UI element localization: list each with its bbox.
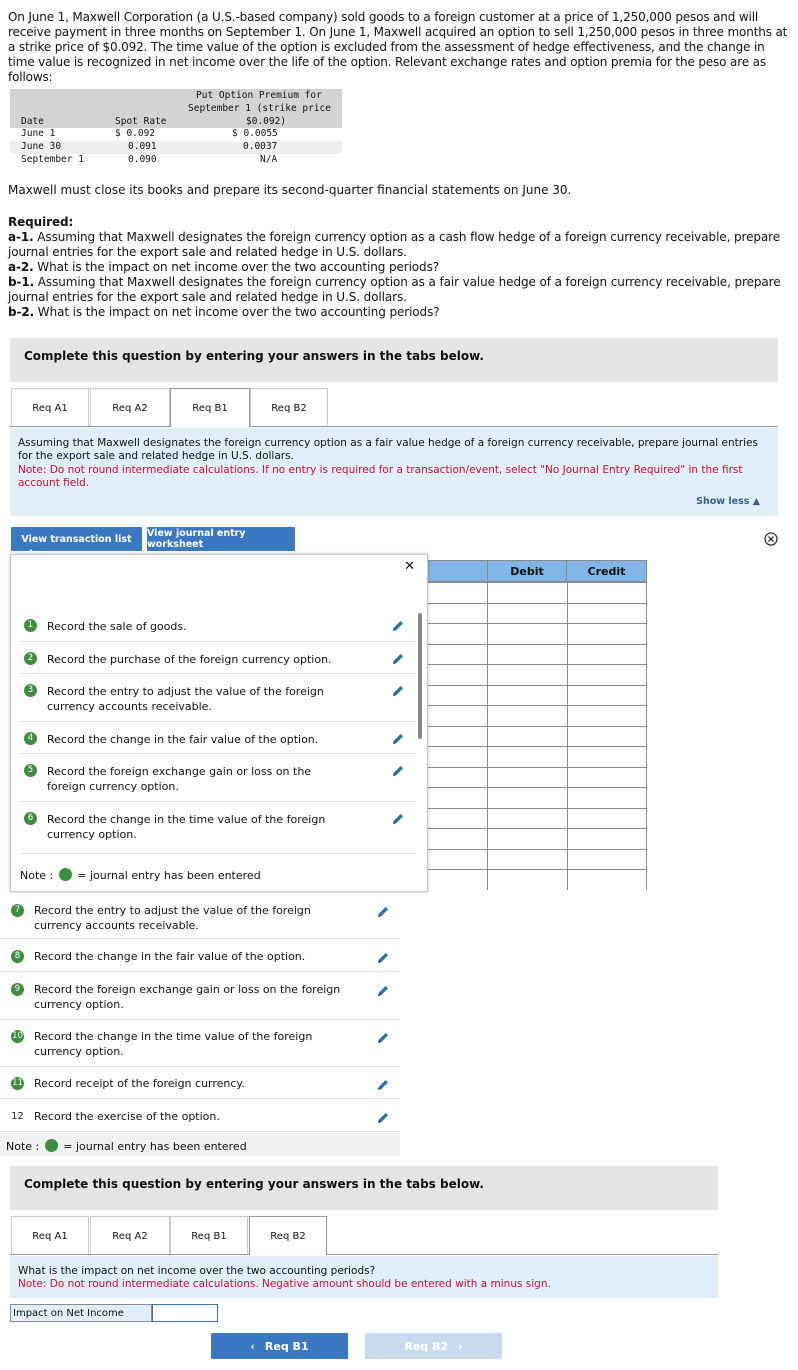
grid-row-line — [426, 644, 647, 645]
b1-instructions: Assuming that Maxwell designates the foreign currency option as a fair value hedge of a foreign currency receivable, prepare journal entries for the export sale and related hedge in U.S. dollars. Note: Do not round intermediate calculations. If no entry is required for a transaction/event, select "No Journal Entry Required" in the first account field. Show less ▲ — [10, 428, 778, 516]
edit-pencil-icon[interactable] — [391, 618, 405, 632]
required-heading: Required: — [8, 215, 74, 229]
tab-req-b2[interactable]: Req B2 — [250, 388, 328, 427]
header-date: Date — [21, 116, 44, 127]
entered-status-icon: 9 — [11, 983, 24, 996]
grid-row-line — [426, 664, 647, 665]
entered-status-icon: 2 — [24, 652, 37, 665]
edit-pencil-icon[interactable] — [391, 651, 405, 665]
edit-pencil-icon[interactable] — [376, 1030, 390, 1044]
grid-row-line — [426, 828, 647, 829]
tab-baseline — [10, 426, 170, 427]
grid-row-line — [426, 582, 647, 583]
view-transaction-list-button[interactable]: View transaction list — [11, 527, 142, 551]
entered-dot-icon — [59, 868, 72, 881]
chevron-right-icon: › — [458, 1339, 463, 1353]
grid-row-line — [426, 787, 647, 788]
instruction-banner: Complete this question by entering your answers in the tabs below. — [10, 338, 778, 382]
required-section: Required: a-1. Assuming that Maxwell designates the foreign currency option as a cash flow hedge of a foreign currency receivable, prepare journal entries for the export sale and related hedge in U.S. dollars. a-2. What is the impact on net income over the two accounting periods? b-1. Assuming that Maxwell designates the foreign currency option as a fair value hedge of a foreign currency receivable, prepare journal entries for the export sale and related hedge in U.S. dollars. b-2. What is the impact on net income over the two accounting periods? — [8, 215, 781, 319]
divider — [0, 1066, 400, 1067]
entered-dot-icon — [45, 1139, 58, 1152]
divider — [21, 853, 416, 854]
transaction-text: Record the purchase of the foreign currency option. — [47, 653, 332, 666]
edit-pencil-icon[interactable] — [376, 950, 390, 964]
grid-header-blank — [425, 560, 487, 582]
grid-row-line — [426, 849, 647, 850]
grid-col-line — [567, 582, 568, 890]
divider — [21, 721, 416, 722]
edit-pencil-icon[interactable] — [376, 1077, 390, 1091]
transaction-text: Record the foreign exchange gain or loss on the foreign currency option. — [34, 983, 341, 1011]
edit-pencil-icon[interactable] — [376, 1110, 390, 1124]
transaction-text: Record the foreign exchange gain or loss on the foreign currency option. — [47, 765, 312, 793]
grid-header-credit: Credit — [567, 560, 647, 582]
grid-row-line — [426, 603, 647, 604]
transaction-text: Record the sale of goods. — [47, 620, 187, 633]
tab-req-a1[interactable]: Req A1 — [11, 388, 89, 427]
list2-note: Note : = journal entry has been entered — [6, 1140, 247, 1153]
tab-req-b1[interactable]: Req B1 — [170, 1216, 248, 1255]
closing-statement: Maxwell must close its books and prepare its second-quarter financial statements on June 30. — [8, 183, 572, 197]
grid-row-line — [426, 623, 647, 624]
edit-pencil-icon[interactable] — [391, 811, 405, 825]
divider — [21, 753, 416, 754]
net-income-label: Impact on Net Income — [10, 1304, 152, 1322]
chevron-left-icon: ‹ — [250, 1339, 255, 1353]
tab-req-a1[interactable]: Req A1 — [11, 1216, 89, 1255]
header-put-line1: Put Option Premium for — [196, 90, 322, 101]
transaction-list-panel — [10, 554, 428, 892]
entered-status-icon: 12 — [11, 1111, 24, 1122]
entered-status-icon: 10 — [12, 1031, 23, 1041]
divider — [0, 1098, 400, 1099]
divider — [0, 938, 400, 939]
instruction-banner-2: Complete this question by entering your answers in the tabs below. — [10, 1166, 718, 1210]
divider — [21, 801, 416, 802]
divider — [0, 1131, 400, 1132]
transaction-text: Record receipt of the foreign currency. — [34, 1077, 245, 1090]
close-circle-icon[interactable] — [764, 531, 778, 545]
grid-row-line — [426, 808, 647, 809]
edit-pencil-icon[interactable] — [376, 904, 390, 918]
grid-row-line — [426, 685, 647, 686]
grid-row-line — [426, 767, 647, 768]
b2-note: Note: Do not round intermediate calculations. Negative amount should be entered with a minus sign. — [18, 1278, 551, 1290]
rates-row: June 1 $ 0.092 $ 0.0055 — [21, 128, 278, 139]
grid-col-line — [487, 582, 488, 890]
rates-row: September 1 0.090 N/A — [21, 154, 278, 165]
exchange-rates-table — [10, 89, 342, 167]
grid-header-debit: Debit — [487, 560, 567, 582]
divider — [21, 673, 416, 674]
grid-row-line — [426, 726, 647, 727]
problem-intro: On June 1, Maxwell Corporation (a U.S.-based company) sold goods to a foreign customer at a price of 1,250,000 pesos and will receive payment in three months on September 1. On June 1, Maxwell acquired an option to sell 1,250,000 pesos in three months at a strike price of $0.092. The time value of the option is excluded from the assessment of hedge effectiveness, and the change in time value is recognized in net income over the life of the option. Relevant exchange rates and option premia for the peso are as follows: — [8, 10, 788, 84]
edit-pencil-icon[interactable] — [391, 731, 405, 745]
divider — [0, 971, 400, 972]
tab-req-a2[interactable]: Req A2 — [90, 1216, 170, 1255]
grid-col-line — [646, 582, 647, 890]
edit-pencil-icon[interactable] — [391, 763, 405, 777]
header-put-line3: $0.092) — [246, 116, 287, 127]
transaction-text: Record the entry to adjust the value of the foreign currency accounts receivable. — [47, 685, 324, 713]
tab-baseline — [249, 426, 778, 427]
show-less-link[interactable]: Show less ▲ — [696, 496, 760, 507]
transaction-text: Record the change in the fair value of the option. — [47, 733, 319, 746]
header-spot: Spot Rate — [115, 116, 167, 127]
entered-status-icon: 3 — [24, 684, 37, 697]
grid-row-line — [426, 746, 647, 747]
edit-pencil-icon[interactable] — [391, 683, 405, 697]
scrollbar-thumb[interactable] — [418, 613, 422, 739]
panel-note: Note : = journal entry has been entered — [11, 861, 427, 891]
divider — [21, 641, 416, 642]
prev-req-b1-button[interactable]: ‹ Req B1 — [211, 1333, 348, 1359]
edit-pencil-icon[interactable] — [376, 983, 390, 997]
transaction-text: Record the entry to adjust the value of the foreign currency accounts receivable. — [34, 904, 311, 932]
entered-status-icon: 6 — [24, 812, 37, 825]
b2-instructions: What is the impact on net income over the two accounting periods? Note: Do not round intermediate calculations. Negative amount should be entered with a minus sign. — [10, 1256, 718, 1298]
entered-status-icon: 8 — [11, 950, 24, 963]
entered-status-icon: 7 — [11, 904, 24, 917]
view-journal-worksheet-button[interactable]: View journal entry worksheet — [147, 527, 295, 551]
tab-req-b2[interactable]: Req B2 — [249, 1216, 327, 1255]
rates-header — [10, 89, 342, 128]
rates-row: June 30 0.091 0.0037 — [10, 141, 342, 154]
tab-req-a2[interactable]: Req A2 — [90, 388, 170, 427]
net-income-input[interactable] — [152, 1304, 218, 1322]
header-put-line2: September 1 (strike price — [188, 103, 331, 114]
transaction-text: Record the change in the time value of the foreign currency option. — [34, 1030, 313, 1058]
transaction-text: Record the exercise of the option. — [34, 1110, 220, 1123]
b1-note: Note: Do not round intermediate calculations. If no entry is required for a transaction/event, select "No Journal Entry Required" in the first account field. — [18, 464, 743, 489]
close-icon[interactable]: ✕ — [404, 559, 415, 574]
entered-status-icon: 1 — [24, 619, 37, 632]
entered-status-icon: 5 — [24, 764, 37, 777]
grid-row-line — [426, 705, 647, 706]
transaction-text: Record the change in the time value of the foreign currency option. — [47, 813, 326, 841]
entered-status-icon: 11 — [12, 1078, 23, 1088]
entered-status-icon: 4 — [24, 732, 37, 745]
next-req-b2-button[interactable]: Req B2 › — [365, 1333, 502, 1359]
divider — [0, 1019, 400, 1020]
grid-row-line — [426, 869, 647, 870]
transaction-text: Record the change in the fair value of the option. — [34, 950, 306, 963]
tab-req-b1[interactable]: Req B1 — [170, 388, 250, 427]
